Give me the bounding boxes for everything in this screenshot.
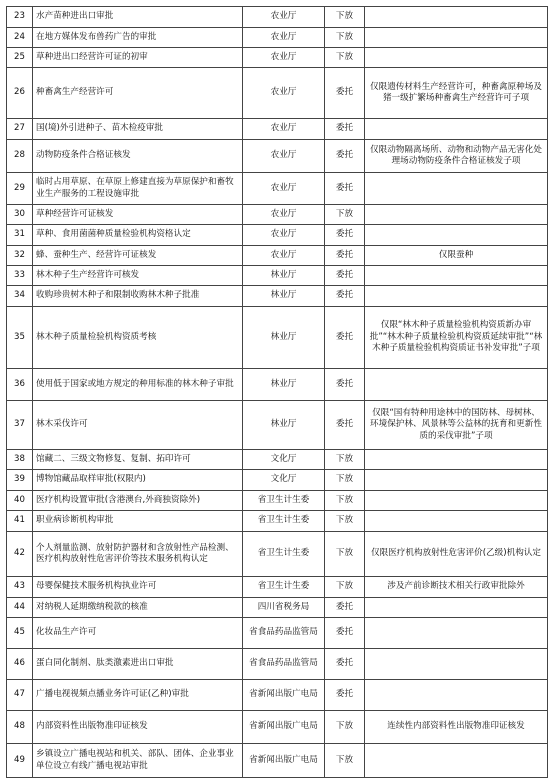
delegation-mode: 委托	[325, 140, 365, 173]
department: 农业厅	[243, 28, 325, 48]
row-number: 24	[7, 28, 33, 48]
note	[365, 266, 548, 286]
row-number: 30	[7, 205, 33, 225]
delegation-mode: 委托	[325, 618, 365, 649]
department: 林业厅	[243, 401, 325, 450]
item-name: 乡镇设立广播电视站和机关、部队、团体、企业事业单位设立有线广播电视站审批	[33, 744, 243, 778]
note	[365, 369, 548, 401]
note: 仅限动物隔离场所、动物和动物产品无害化处理场动物防疫条件合格证核发子项	[365, 140, 548, 173]
delegation-mode: 下放	[325, 470, 365, 491]
note	[365, 286, 548, 307]
item-name: 草种进出口经营许可证的初审	[33, 48, 243, 68]
item-name: 在地方媒体发布兽药广告的审批	[33, 28, 243, 48]
table-row	[7, 140, 548, 173]
delegation-mode: 委托	[325, 680, 365, 711]
department: 林业厅	[243, 307, 325, 369]
table-row	[7, 618, 548, 649]
department: 农业厅	[243, 68, 325, 119]
department: 省卫生计生委	[243, 577, 325, 598]
table-row	[7, 286, 548, 307]
department: 农业厅	[243, 48, 325, 68]
note: 仅限蚕种	[365, 246, 548, 266]
row-number: 38	[7, 450, 33, 470]
table-row	[7, 711, 548, 744]
department: 农业厅	[243, 7, 325, 28]
note	[365, 7, 548, 28]
table-row	[7, 532, 548, 577]
delegation-mode: 下放	[325, 48, 365, 68]
department: 四川省税务局	[243, 598, 325, 618]
item-name: 动物防疫条件合格证核发	[33, 140, 243, 173]
department: 省新闻出版广电局	[243, 744, 325, 778]
note	[365, 28, 548, 48]
delegation-mode: 下放	[325, 491, 365, 511]
delegation-mode: 委托	[325, 307, 365, 369]
delegation-mode: 委托	[325, 369, 365, 401]
note	[365, 119, 548, 140]
table-body	[7, 7, 548, 778]
item-name: 内部资料性出版物准印证核发	[33, 711, 243, 744]
row-number: 44	[7, 598, 33, 618]
delegation-mode: 委托	[325, 173, 365, 205]
department: 农业厅	[243, 246, 325, 266]
department: 农业厅	[243, 173, 325, 205]
row-number: 41	[7, 511, 33, 532]
table-row	[7, 450, 548, 470]
table-row	[7, 511, 548, 532]
delegation-mode: 下放	[325, 511, 365, 532]
delegation-mode: 下放	[325, 744, 365, 778]
table-row	[7, 369, 548, 401]
row-number: 34	[7, 286, 33, 307]
table-row	[7, 48, 548, 68]
item-name: 种畜禽生产经营许可	[33, 68, 243, 119]
row-number: 25	[7, 48, 33, 68]
item-name: 对纳税人延期缴纳税款的核准	[33, 598, 243, 618]
row-number: 45	[7, 618, 33, 649]
row-number: 43	[7, 577, 33, 598]
delegation-mode: 下放	[325, 28, 365, 48]
delegation-mode: 下放	[325, 577, 365, 598]
note: 连续性内部资料性出版物准印证核发	[365, 711, 548, 744]
delegation-mode: 委托	[325, 68, 365, 119]
note	[365, 48, 548, 68]
delegation-mode: 委托	[325, 266, 365, 286]
delegation-mode: 下放	[325, 532, 365, 577]
row-number: 40	[7, 491, 33, 511]
item-name: 草种经营许可证核发	[33, 205, 243, 225]
delegation-mode: 委托	[325, 401, 365, 450]
note: 仅限遗传材料生产经营许可，种畜禽原种场及猪一级扩繁场种畜禽生产经营许可子项	[365, 68, 548, 119]
item-name: 化妆品生产许可	[33, 618, 243, 649]
department: 省卫生计生委	[243, 532, 325, 577]
note	[365, 744, 548, 778]
approval-items-table	[6, 6, 548, 778]
row-number: 39	[7, 470, 33, 491]
table-row	[7, 7, 548, 28]
note	[365, 511, 548, 532]
item-name: 博物馆藏品取样审批(权限内)	[33, 470, 243, 491]
item-name: 蛋白同化制剂、肽类激素进出口审批	[33, 649, 243, 680]
table-row	[7, 225, 548, 246]
item-name: 母婴保健技术服务机构执业许可	[33, 577, 243, 598]
department: 省食品药品监管局	[243, 649, 325, 680]
delegation-mode: 下放	[325, 7, 365, 28]
item-name: 草种、食用菌菌种质量检验机构资格认定	[33, 225, 243, 246]
table-row	[7, 470, 548, 491]
item-name: 收购珍贵树木种子和限制收购林木种子批准	[33, 286, 243, 307]
note	[365, 450, 548, 470]
department: 农业厅	[243, 140, 325, 173]
row-number: 33	[7, 266, 33, 286]
note: 仅限医疗机构放射性危害评价(乙级)机构认定	[365, 532, 548, 577]
note	[365, 598, 548, 618]
table-row	[7, 491, 548, 511]
delegation-mode: 下放	[325, 450, 365, 470]
delegation-mode: 委托	[325, 119, 365, 140]
department: 省卫生计生委	[243, 511, 325, 532]
item-name: 临时占用草原、在草原上修建直接为草原保护和畜牧业生产服务的工程设施审批	[33, 173, 243, 205]
department: 文化厅	[243, 470, 325, 491]
row-number: 26	[7, 68, 33, 119]
note	[365, 680, 548, 711]
delegation-mode: 委托	[325, 286, 365, 307]
row-number: 29	[7, 173, 33, 205]
row-number: 35	[7, 307, 33, 369]
item-name: 医疗机构设置审批(含港澳台,外商独资除外)	[33, 491, 243, 511]
row-number: 27	[7, 119, 33, 140]
row-number: 23	[7, 7, 33, 28]
note	[365, 470, 548, 491]
item-name: 蜂、蚕种生产、经营许可证核发	[33, 246, 243, 266]
department: 林业厅	[243, 369, 325, 401]
row-number: 36	[7, 369, 33, 401]
note	[365, 205, 548, 225]
department: 省新闻出版广电局	[243, 711, 325, 744]
department: 农业厅	[243, 119, 325, 140]
item-name: 林木种子质量检验机构资质考核	[33, 307, 243, 369]
item-name: 国(境)外引进种子、苗木检疫审批	[33, 119, 243, 140]
item-name: 馆藏二、三级文物修复、复制、拓印许可	[33, 450, 243, 470]
table-row	[7, 246, 548, 266]
delegation-mode: 下放	[325, 711, 365, 744]
item-name: 林木采伐许可	[33, 401, 243, 450]
table-row	[7, 28, 548, 48]
table-row	[7, 744, 548, 778]
row-number: 31	[7, 225, 33, 246]
note	[365, 173, 548, 205]
item-name: 职业病诊断机构审批	[33, 511, 243, 532]
delegation-mode: 下放	[325, 205, 365, 225]
department: 省卫生计生委	[243, 491, 325, 511]
row-number: 47	[7, 680, 33, 711]
item-name: 林木种子生产经营许可核发	[33, 266, 243, 286]
table-row	[7, 649, 548, 680]
note: 涉及产前诊断技术相关行政审批除外	[365, 577, 548, 598]
row-number: 49	[7, 744, 33, 778]
department: 省食品药品监管局	[243, 618, 325, 649]
note: 仅限“林木种子质量检验机构资质新办审批”“林木种子质量检验机构资质延续审批”“林木种子质量检验机构资质证书补发审批”子项	[365, 307, 548, 369]
note	[365, 618, 548, 649]
table-row	[7, 173, 548, 205]
row-number: 28	[7, 140, 33, 173]
table-row	[7, 598, 548, 618]
item-name: 个人剂量监测、放射防护器材和含放射性产品检测、医疗机构放射性危害评价等技术服务机构认定	[33, 532, 243, 577]
table-row	[7, 401, 548, 450]
table-row	[7, 307, 548, 369]
item-name: 广播电视视频点播业务许可证(乙种)审批	[33, 680, 243, 711]
item-name: 使用低于国家或地方规定的种用标准的林木种子审批	[33, 369, 243, 401]
note: 仅限“国有特种用途林中的国防林、母树林、环境保护林、风景林等公益林的抚育和更新性质的采伐审批”子项	[365, 401, 548, 450]
table-row	[7, 68, 548, 119]
item-name: 水产苗种进出口审批	[33, 7, 243, 28]
table-row	[7, 680, 548, 711]
row-number: 48	[7, 711, 33, 744]
delegation-mode: 委托	[325, 246, 365, 266]
department: 农业厅	[243, 225, 325, 246]
row-number: 32	[7, 246, 33, 266]
table-row	[7, 577, 548, 598]
row-number: 37	[7, 401, 33, 450]
department: 省新闻出版广电局	[243, 680, 325, 711]
row-number: 42	[7, 532, 33, 577]
department: 文化厅	[243, 450, 325, 470]
table-row	[7, 266, 548, 286]
table-row	[7, 119, 548, 140]
note	[365, 225, 548, 246]
delegation-mode: 委托	[325, 649, 365, 680]
table-row	[7, 205, 548, 225]
note	[365, 491, 548, 511]
department: 林业厅	[243, 286, 325, 307]
department: 林业厅	[243, 266, 325, 286]
delegation-mode: 委托	[325, 598, 365, 618]
delegation-mode: 委托	[325, 225, 365, 246]
department: 农业厅	[243, 205, 325, 225]
note	[365, 649, 548, 680]
row-number: 46	[7, 649, 33, 680]
